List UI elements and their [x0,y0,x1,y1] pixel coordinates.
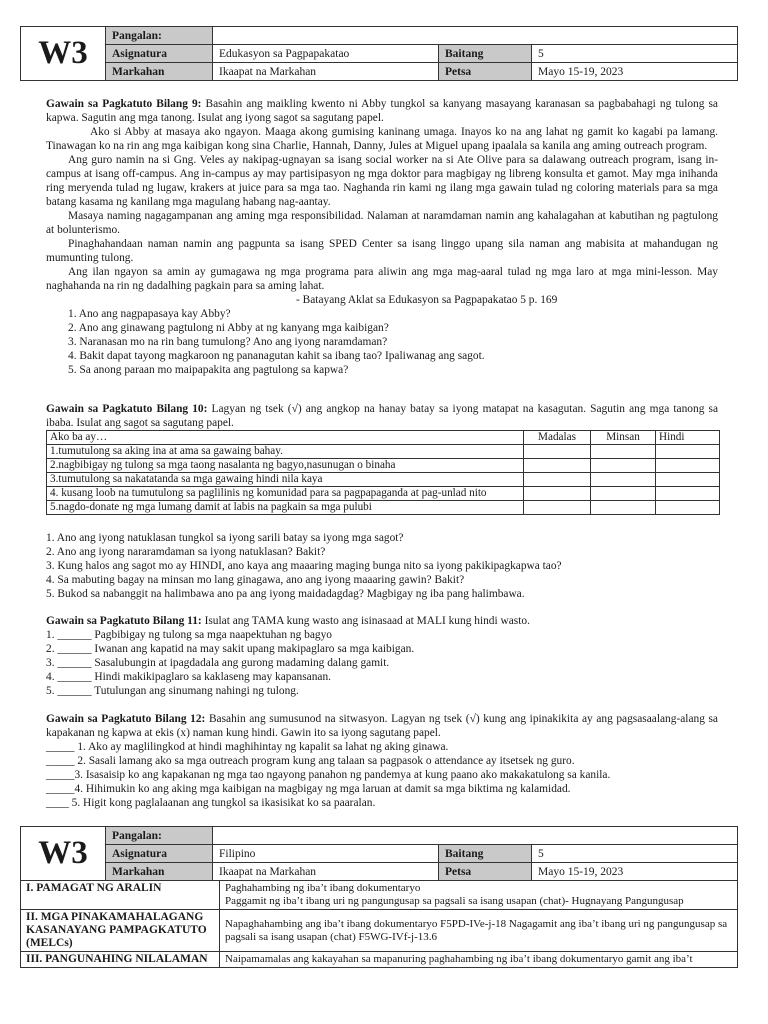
gawain-10-instructions [46,402,718,430]
situation-item: _____4. Hihimukin ko ang aking mga kaibigan na magbigay ng mga laruan at damit sa mga biktima ng kalamidad. [46,783,571,795]
column-header: Minsan [591,431,656,445]
madalas-cell[interactable] [524,501,591,515]
baitang-label: Baitang [439,845,532,863]
checklist-table [46,430,720,515]
gawain-11-heading: Gawain sa Pagkatuto Bilang 11: [46,615,202,627]
checklist-header-row [47,431,720,445]
checklist-item: 2.nagbibigay ng tulong sa mga taong nasalanta ng bagyo,nasunugan o binaha [47,459,524,473]
asignatura-value: Filipino [213,845,439,863]
gawain-10-questions-block [46,531,718,601]
markahan-value: Ikaapat na Markahan [213,63,439,81]
lesson-row [21,881,738,910]
pangalan-label: Pangalan: [106,27,213,45]
gawain-11-instructions [46,614,718,628]
minsan-cell[interactable] [591,459,656,473]
gawain-10-section [46,402,718,430]
row-label: II. MGA PINAKAMAHALAGANG KASANAYANG PAMPAGKATUTO (MELCs) [21,910,220,952]
week-code: W3 [21,27,106,81]
checklist-row [47,473,720,487]
story-paragraph: Pinaghahandaan naman namin ang pagpunta sa isang SPED Center sa isang linggo upang sila naman ang mabisita at mahandugan ng mumunting tulong. [46,238,718,264]
lesson-row [21,910,738,952]
story-source: - Batayang Aklat sa Edukasyon sa Pagpapakatao 5 p. 169 [296,294,558,306]
header-table-esp [20,26,738,81]
checklist-item: 3.tumutulong sa nakatatanda sa mga gawaing hindi nila kaya [47,473,524,487]
question-item: 1. Ano ang nagpapasaya kay Abby? [68,308,231,320]
madalas-cell[interactable] [524,473,591,487]
story-paragraph: Ako si Abby at masaya ako ngayon. Maaga akong gumising kaninang umaga. Inayos ko na ang lahat ng gamit ko kagabi pa lamang. Tinawagan ko na rin ang mga kaibigan kong sina Charlie, Hannah, Danny, Jules at Miguel upang ipaalala sa kanila ang aming outreach program. [46,126,718,152]
lesson-row [21,952,738,968]
gawain-11-items [46,628,718,698]
checklist-item: 4. kusang loob na tumutulong sa paglilinis ng komunidad para sa pagpapaganda at pag-unlad nito [47,487,524,501]
gawain-12-section [46,712,718,810]
checklist-row [47,487,720,501]
tama-mali-item: 5. ______ Tutulungan ang sinumang nahingi ng tulong. [46,685,299,697]
baitang-label: Baitang [439,45,532,63]
story-paragraph: Ang ilan ngayon sa amin ay gumagawa ng mga programa para aliwin ang mga mag-aaral tulad ng mga laro at mga mini-lesson. May naghahanda na rin ng dadalhing pagkain para sa aming lahat. [46,266,718,292]
checklist-row [47,445,720,459]
question-item: 1. Ano ang iyong natuklasan tungkol sa iyong sarili batay sa iyong mga sagot? [46,532,404,544]
question-item: 2. Ano ang iyong nararamdaman sa iyong natuklasan? Bakit? [46,546,326,558]
gawain-12-instructions [46,712,718,740]
row-label: III. PANGUNAHING NILALAMAN [21,952,220,968]
question-item: 2. Ano ang ginawang pagtulong ni Abby at ng kanyang mga kaibigan? [68,322,389,334]
baitang-value: 5 [532,45,738,63]
checklist-row [47,459,720,473]
pangalan-label: Pangalan: [106,827,213,845]
row-label: I. PAMAGAT NG ARALIN [21,881,220,910]
asignatura-label: Asignatura [106,845,213,863]
hindi-cell[interactable] [656,487,720,501]
minsan-cell[interactable] [591,473,656,487]
baitang-value: 5 [532,845,738,863]
petsa-label: Petsa [439,63,532,81]
gawain-10-questions [46,531,718,601]
question-item: 4. Bakit dapat tayong magkaroon ng pananagutan kahit sa ibang tao? Ipaliwanag ang sagot. [68,350,485,362]
gawain-11-section [46,614,718,698]
gawain-11-intro: Isulat ang TAMA kung wasto ang isinasaad at MALI kung hindi wasto. [204,615,530,627]
situation-item: _____ 1. Ako ay maglilingkod at hindi maghihintay ng kapalit sa lahat ng aking ginawa. [46,741,449,753]
tama-mali-item: 3. ______ Sasalubungin at ipagdadala ang gurong madaming dalang gamit. [46,657,390,669]
row-value [220,881,738,910]
markahan-label: Markahan [106,63,213,81]
petsa-value: Mayo 15-19, 2023 [532,63,738,81]
question-item: 3. Kung halos ang sagot mo ay HINDI, ano kaya ang maaaring maging bunga nito sa iyong pakikipagkapwa tao? [46,560,562,572]
petsa-label: Petsa [439,863,532,881]
checklist-item: 5.nagdo-donate ng mga lumang damit at labis na pagkain sa mga pulubi [47,501,524,515]
story-paragraph: Masaya naming nagagampanan ang aming mga responsibilidad. Nalaman at naramdaman namin ang kahalagahan at kabutihan ng pagtulong at bolunterismo. [46,210,718,236]
question-item: 5. Bukod sa nabanggit na halimbawa ano pa ang iyong maidadagdag? Magbigay ng iba pang halimbawa. [46,588,525,600]
tama-mali-item: 1. ______ Pagbibigay ng tulong sa mga naapektuhan ng bagyo [46,629,332,641]
lesson-overview-table [20,880,738,968]
column-header: Madalas [524,431,591,445]
column-header: Ako ba ay… [47,431,524,445]
asignatura-label: Asignatura [106,45,213,63]
column-header: Hindi [656,431,720,445]
minsan-cell[interactable] [591,501,656,515]
gawain-9-questions [46,307,718,377]
hindi-cell[interactable] [656,445,720,459]
tama-mali-item: 4. ______ Hindi makikipaglaro sa kaklaseng may kapansanan. [46,671,332,683]
week-code: W3 [21,827,106,881]
hindi-cell[interactable] [656,501,720,515]
checklist-item: 1.tumutulong sa aking ina at ama sa gawaing bahay. [47,445,524,459]
row-value-line: Paghahambing ng iba’t ibang dokumentaryo [225,882,421,894]
hindi-cell[interactable] [656,473,720,487]
gawain-10-intro: Lagyan ng tsek (√) ang angkop na hanay batay sa iyong matapat na kasagutan. Sagutin ang mga tanong sa ibaba. Isulat ang sagot sa sagutang papel. [46,403,718,429]
gawain-9-intro: Basahin ang maikling kwento ni Abby tungkol sa kanyang masayang karanasan sa pagbabahagi ng tulong sa kapwa. Sagutin ang mga tanong. Isulat ang iyong sagot sa sagutang papel. [46,98,718,124]
situation-item: _____ 2. Sasali lamang ako sa mga outreach program kung ang talaan sa pagpasok o attendance ay itsetsek ng guro. [46,755,575,767]
minsan-cell[interactable] [591,445,656,459]
pangalan-field[interactable] [213,27,738,45]
row-value: Naipamamalas ang kakayahan sa mapanuring paghahambing ng iba’t ibang dokumentaryo gamit ang iba’t [220,952,738,968]
hindi-cell[interactable] [656,459,720,473]
row-value-line: Paggamit ng iba’t ibang uri ng pangungusap sa pagsali sa isang usapan (chat)- Hugnayang Pangungusap [225,895,684,907]
markahan-label: Markahan [106,863,213,881]
gawain-9-section [46,97,718,377]
situation-item: ____ 5. Higit kong paglalaanan ang tungkol sa ikasisikat ko sa paaralan. [46,797,376,809]
madalas-cell[interactable] [524,459,591,473]
checklist-row [47,501,720,515]
situation-item: _____3. Isasaisip ko ang kapakanan ng mga tao ngayong panahon ng pandemya at kung paano ako makakatulong sa kanila. [46,769,611,781]
gawain-10-heading: Gawain sa Pagkatuto Bilang 10: [46,403,208,415]
madalas-cell[interactable] [524,445,591,459]
minsan-cell[interactable] [591,487,656,501]
pangalan-field[interactable] [213,827,738,845]
row-value: Napaghahambing ang iba’t ibang dokumentaryo F5PD-IVe-j-18 Nagagamit ang iba’t ibang uri ng pangungusap sa pagsali sa isang usapan (chat) F5WG-IVf-j-13.6 [220,910,738,952]
tama-mali-item: 2. ______ Iwanan ang kapatid na may sakit upang makipaglaro sa mga kaibigan. [46,643,415,655]
madalas-cell[interactable] [524,487,591,501]
gawain-12-items [46,740,718,810]
question-item: 3. Naranasan mo na rin bang tumulong? Ano ang iyong naramdaman? [68,336,388,348]
header-table-filipino [20,826,738,881]
asignatura-value: Edukasyon sa Pagpapakatao [213,45,439,63]
question-item: 5. Sa anong paraan mo maipapakita ang pagtulong sa kapwa? [68,364,349,376]
gawain-9-heading: Gawain sa Pagkatuto Bilang 9: [46,98,202,110]
story-paragraph: Ang guro namin na si Gng. Veles ay nakipag-ugnayan sa isang social worker na si Ate Olive para sa dalawang outreach program, isang in-campus at isang off-campus. Ang in-campus ay may partisipasyon ng mga doktor para magbigay ng libreng konsulta et gamot. May mga inihanda ring meryenda tulad ng lugaw, krakers at juice para sa mga tao. Naghanda rin kami ng ilang mga gawain tulad ng coloring materials para sa mga batang kasama ng kanilang mga magulang habang nag-aantay. [46,154,718,208]
question-item: 4. Sa mabuting bagay na minsan mo lang ginagawa, ano ang iyong maaaring gawin? Bakit? [46,574,465,586]
gawain-12-intro: Basahin ang sumusunod na sitwasyon. Lagyan ng tsek (√) kung ang ipinakikita ay ang pagsasaalang-alang sa kapakanan ng kapwa at ekis (x) naman kung hindi. Gawin ito sa iyong sagutang papel. [46,713,718,739]
markahan-value: Ikaapat na Markahan [213,863,439,881]
gawain-12-heading: Gawain sa Pagkatuto Bilang 12: [46,713,206,725]
gawain-9-instructions [46,97,718,125]
petsa-value: Mayo 15-19, 2023 [532,863,738,881]
